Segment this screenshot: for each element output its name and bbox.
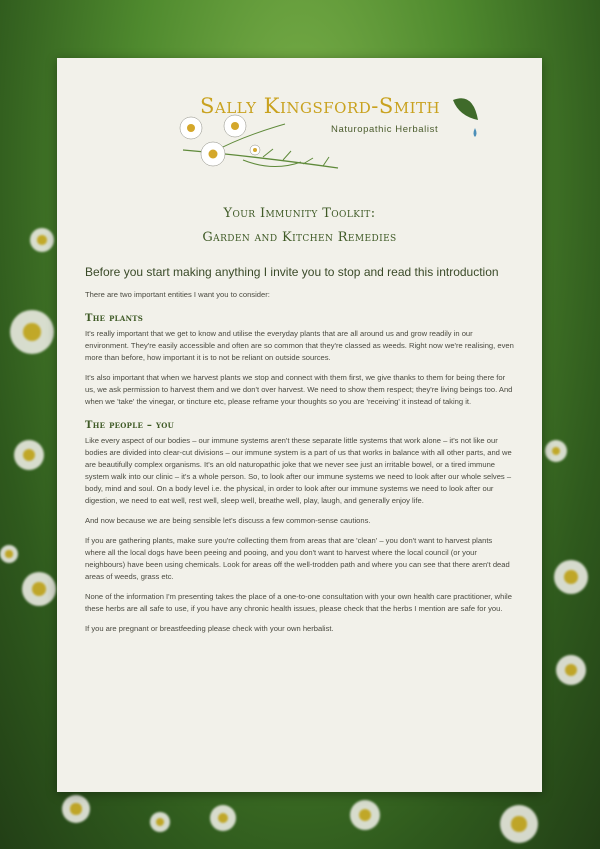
people-paragraph-2: And now because we are being sensible let's discuss a few common-sense cautions. xyxy=(85,516,371,525)
people-paragraph-4: None of the information I'm presenting takes the place of a one-to-one consultation with your own health care practitioner, while these herbs are all safe to use, if you have any chronic health issues, please check that the herbs I mention are safe for you. xyxy=(85,592,512,613)
brand-name: Sally Kingsford-Smith xyxy=(200,94,441,118)
daisy-flower xyxy=(350,800,380,830)
people-paragraph-1: Like every aspect of our bodies – our immune systems aren't these separate little systems that work alone – it's not like our bodies are divided into clear-cut divisions – our immune system is a part of us that works in balance with all other parts, and we are beautifully complex organisms. It's an old naturopathic joke that we never see just an irritable bowel, or a tired immune system walk into our clinic – it's a whole person. So, to look after our immune systems we need to look after our whole selves – body, mind and soul. On a body level i.e. the physical, in order to look after our immune systems we need to look after our digestion, we need to eat well, rest well, sleep well, breathe well, play, laugh, and generally enjoy life. xyxy=(85,436,512,505)
title-line-2: Garden and Kitchen Remedies xyxy=(202,230,397,245)
daisy-flower xyxy=(22,572,56,606)
daisy-flower xyxy=(30,228,54,252)
document-page xyxy=(57,58,542,792)
daisy-flower xyxy=(150,812,170,832)
daisy-flower xyxy=(14,440,44,470)
logo xyxy=(85,58,514,178)
daisy-flower xyxy=(545,440,567,462)
brand-subtitle: Naturopathic Herbalist xyxy=(331,124,439,135)
daisy-flower xyxy=(0,545,18,563)
plants-heading: The plants xyxy=(85,313,144,324)
title-line-1: Your Immunity Toolkit: xyxy=(223,206,376,221)
document-title xyxy=(85,178,514,250)
leaf-drop-icon xyxy=(451,94,481,144)
daisy-flower xyxy=(210,805,236,831)
people-paragraph-3: If you are gathering plants, make sure you're collecting them from areas that are 'clean' – you don't want to harvest plants where all the local dogs have been peeing and pooing, and you don't want to harvest where the local council (or your neighbours) have been using chemicals. Look for areas off the well-trodden path and where you can see that there aren't dead areas of weeds, grass etc. xyxy=(85,536,510,581)
lead-paragraph: There are two important entities I want you to consider: xyxy=(85,290,270,299)
daisy-flower xyxy=(500,805,538,843)
people-heading: The people – you xyxy=(85,420,175,431)
daisy-flower xyxy=(556,655,586,685)
daisy-flower xyxy=(554,560,588,594)
plants-paragraph-2: It's also important that when we harvest plants we stop and connect with them first, we give thanks to them for being there for us, we ask permission to harvest them and we don't over harvest. We need to show them respect; they're living beings too. And when we 'take' the vinegar, or tincture etc, please reframe your thoughts so you are 'receiving' it instead of taking it. xyxy=(85,373,513,406)
people-paragraph-5: If you are pregnant or breastfeeding please check with your own herbalist. xyxy=(85,624,334,633)
daisy-flower xyxy=(62,795,90,823)
daisy-flower xyxy=(10,310,54,354)
intro-heading: Before you start making anything I invite you to stop and read this introduction xyxy=(85,265,499,279)
plants-paragraph-1: It's really important that we get to know and utilise the everyday plants that are all around us and grow readily in our environment. They're easily accessible and often are so common that they're classed as weeds. Right now we're realising, even more than before, how important it is to not be reliant on outside sources. xyxy=(85,329,514,362)
